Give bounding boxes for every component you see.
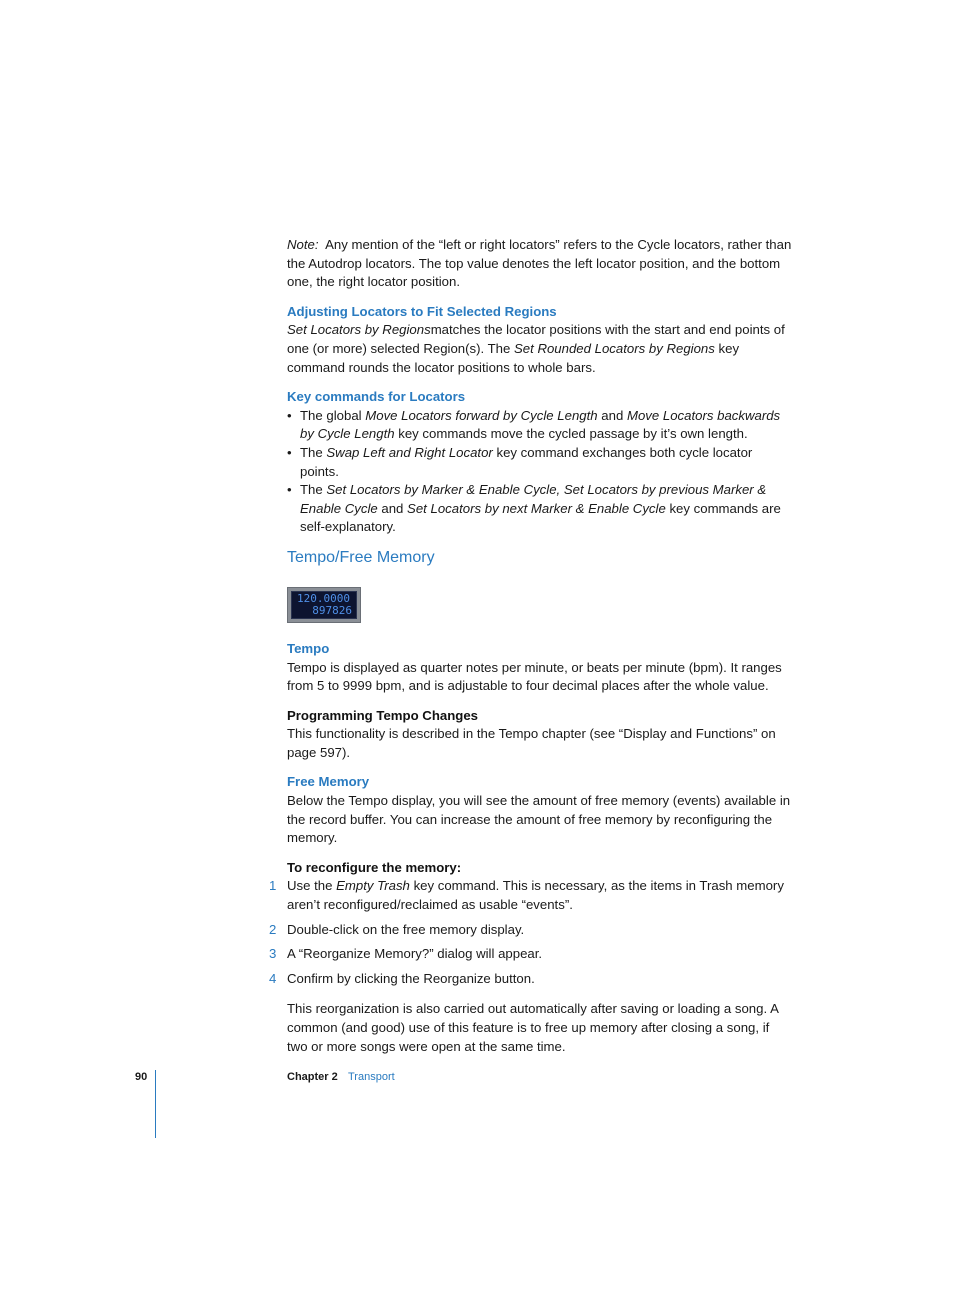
display-screen[interactable]: [291, 591, 357, 619]
bullet-text: and: [377, 500, 408, 516]
bullet-text: key commands move the cycled passage by it’s own length.: [394, 426, 748, 442]
list-item: [287, 481, 793, 537]
key-commands-list: [287, 407, 793, 537]
bullet-text: The: [300, 444, 327, 460]
step-item: [269, 970, 793, 989]
cmd-set-locators-by-regions: Set Locators by Regions: [287, 322, 431, 338]
heading-programming-tempo: Programming Tempo Changes: [287, 707, 478, 723]
bullet-command: Set Locators by next Marker & Enable Cycle: [407, 500, 666, 516]
adjusting-paragraph: [287, 321, 793, 377]
chapter-name: Transport: [348, 1071, 395, 1083]
step-item: [269, 945, 793, 964]
bullet-command: Move Locators forward by Cycle Length: [365, 407, 598, 423]
page-number: 90: [135, 1071, 148, 1083]
cmd-set-rounded-locators: Set Rounded Locators by Regions: [513, 340, 715, 356]
bullet-text: The global: [300, 407, 366, 423]
heading-free-memory: Free Memory: [287, 774, 370, 790]
bullet-text: The: [300, 482, 327, 498]
step-text: Double-click on the free memory display.: [287, 921, 525, 937]
tempo-value: 120.0000: [297, 591, 350, 605]
tempo-paragraph: Tempo is displayed as quarter notes per minute, or beats per minute (bpm). It ranges from 5 to 9999 bpm, and is adjustable to four decimal places after the whole value.: [287, 659, 782, 694]
heading-key-commands: Key commands for Locators: [287, 389, 466, 405]
bullet-command: Set Locators by Marker & Enable Cycle, Set Locators by previous Marker & Enable Cycle: [300, 482, 767, 516]
step-item: [269, 877, 793, 914]
step-text: A “Reorganize Memory?” dialog will appear.: [287, 946, 543, 962]
adjusting-text-2: key command rounds the locator positions to whole bars.: [287, 340, 740, 375]
programming-paragraph: This functionality is described in the Tempo chapter (see “Display and Functions” on page 597).: [287, 726, 776, 760]
free-memory-value[interactable]: 897826: [312, 604, 352, 618]
step-item: [269, 921, 793, 940]
page-content: [269, 236, 793, 1056]
note-paragraph: [287, 236, 793, 292]
bullet-command: Move Locators backwards by Cycle Length: [300, 407, 781, 442]
step-text: Use the: [287, 878, 337, 894]
bullet-command: Swap Left and Right Locator: [326, 444, 493, 460]
step-text: key command. This is necessary, as the items in Trash memory aren’t reconfigured/reclaimed as usable “events”.: [287, 878, 784, 913]
closing-paragraph: This reorganization is also carried out automatically after saving or loading a song. A common (and good) use of this feature is to free up memory after closing a song, if two or more songs were open at the same time.: [287, 1001, 779, 1054]
note-text: Any mention of the “left or right locators” refers to the Cycle locators, rather than the Autodrop locators. The top value denotes the left locator position, and the bottom one, the right locator position.: [287, 237, 792, 290]
step-number: 1: [269, 878, 277, 894]
heading-reconfigure: To reconfigure the memory:: [287, 859, 462, 875]
heading-adjusting-locators: Adjusting Locators to Fit Selected Regions: [287, 303, 557, 319]
tempo-memory-display[interactable]: [287, 587, 361, 623]
bullet-text: key command exchanges both cycle locator points.: [300, 444, 753, 479]
step-number: 4: [269, 970, 277, 986]
heading-tempo: Tempo: [287, 640, 330, 656]
footer-rule: [155, 1070, 156, 1138]
bullet-text: and: [597, 407, 627, 423]
adjusting-text-1: matches the locator positions with the start and end points of one (or more) selected Region(s). The: [287, 322, 785, 356]
step-command: Empty Trash: [336, 878, 410, 894]
list-item: [287, 444, 793, 481]
reconfigure-steps: [269, 877, 793, 988]
step-number: 3: [269, 946, 277, 962]
bullet-text: key commands are self-explanatory.: [300, 500, 781, 535]
free-memory-paragraph: Below the Tempo display, you will see the amount of free memory (events) available in the record buffer. You can increase the amount of free memory by reconfiguring the memory.: [287, 793, 791, 846]
chapter-label: Chapter 2: [287, 1071, 338, 1083]
section-heading-tempo-free-memory: Tempo/Free Memory: [287, 548, 435, 566]
step-number: 2: [269, 921, 277, 937]
step-text: Confirm by clicking the Reorganize button.: [287, 970, 535, 986]
list-item: [287, 407, 793, 444]
note-label: Note:: [287, 237, 319, 252]
